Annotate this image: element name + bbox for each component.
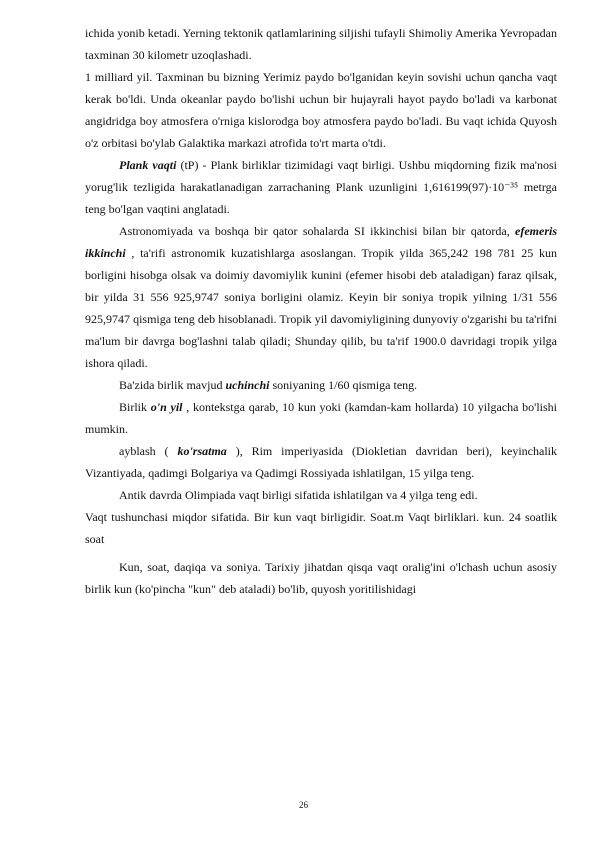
paragraph-text: , ta'rifi astronomik kuzatishlarga asoslangan. Tropik yilda 365,242 198 781 25 kun borligini hisobga olsak va doimiy davomiylik kunini (efemer hisobi deb ataladigan) faraz qilsak, bir yilda 31 556 925,9747 soniya borligini olamiz. Keyin bir soniya tropik yilning 1/31 556 925,9747 qismiga teng deb hisoblanadi. Tropik yil davomiyligining dunyoviy o'zgarishi bu ta'rifni ma'lum bir davrga bog'lashni talab qiladi; Shunday qilib, bu ta'rif 1900.0 davridagi tropik yilga ishora qiladi. [85,246,557,370]
paragraph-text: soniyaning 1/60 qismiga teng. [269,378,418,392]
paragraph-decade [85,396,557,440]
paragraph-text: ayblash ( [119,444,178,458]
paragraph-planck-time [85,154,557,220]
page-body [85,22,557,600]
page-number: 26 [299,800,308,810]
paragraph-indiction [85,440,557,484]
term-planck-time: Plank vaqti [119,158,177,172]
paragraph-text: , kontekstga qarab, 10 kun yoki (kamdan-kam hollarda) 10 yilgacha bo'lishi mumkin. [85,400,557,436]
paragraph-text: Ba'zida birlik mavjud [119,378,226,392]
paragraph-ephemeris-second [85,220,557,374]
paragraph-2 [85,66,557,154]
paragraph-text: Antik davrda Olimpiada vaqt birligi sifatida ishlatilgan va 4 yilga teng edi. [119,488,478,502]
paragraph-third [85,374,557,396]
paragraph-day-hour [85,556,557,600]
paragraph-text: Astronomiyada va boshqa bir qator sohalarda SI ikkinchisi bilan bir qatorda, [119,224,516,238]
paragraph-text: 1 milliard yil. Taxminan bu bizning Yerimiz paydo bo'lganidan keyin sovishi uchun qancha vaqt kerak bo'ldi. Unda okeanlar paydo bo'lishi uchun bir hujayrali hayot paydo bo'ladi va karbonat angidridga boy atmosfera o'rniga kislorodga boy atmosfera paydo bo'ladi. Bu vaqt ichida Quyosh o'z orbitasi bo'ylab Galaktika markazi atrofida to'rt marta o'tdi. [85,70,557,150]
paragraph-text: ichida yonib ketadi. Yerning tektonik qatlamlarining siljishi tufayli Shimoliy Amerika Yevropadan taxminan 30 kilometr uzoqlashadi. [85,26,557,62]
paragraph-text: Birlik [119,400,151,414]
term-ephemeris-second: efemeris ikkinchi [85,224,557,260]
term-indiction: ko'rsatma [177,444,227,458]
term-decade: o'n yil [150,400,183,414]
paragraph-time-concept [85,506,557,550]
paragraph-text: Kun, soat, daqiqa va soniya. Tarixiy jihatdan qisqa vaqt oralig'ini o'lchash uchun asosiy birlik kun (ko'pincha "kun" deb ataladi) bo'lib, quyosh yoritilishidagi [85,560,557,596]
paragraph-1 [85,22,557,66]
paragraph-text: ), Rim imperiyasida (Diokletian davridan beri), keyinchalik Vizantiyada, qadimgi Bolgariya va Qadimgi Rossiyada ishlatilgan, 15 yilga teng. [85,444,557,480]
paragraph-text: (tP) - Plank birliklar tizimidagi vaqt birligi. Ushbu miqdorning fizik ma'nosi yorug'lik tezligida harakatlanadigan zarrachaning Plank uzunligini 1,616199(97)·10⁻³⁵ metrga teng bo'lgan vaqtini anglatadi. [85,158,557,216]
term-third: uchinchi [225,378,270,392]
paragraph-olympiad [85,484,557,506]
paragraph-text: Vaqt tushunchasi miqdor sifatida. Bir kun vaqt birligidir. Soat.m Vaqt birliklari. kun. 24 soatlik soat [85,510,557,546]
